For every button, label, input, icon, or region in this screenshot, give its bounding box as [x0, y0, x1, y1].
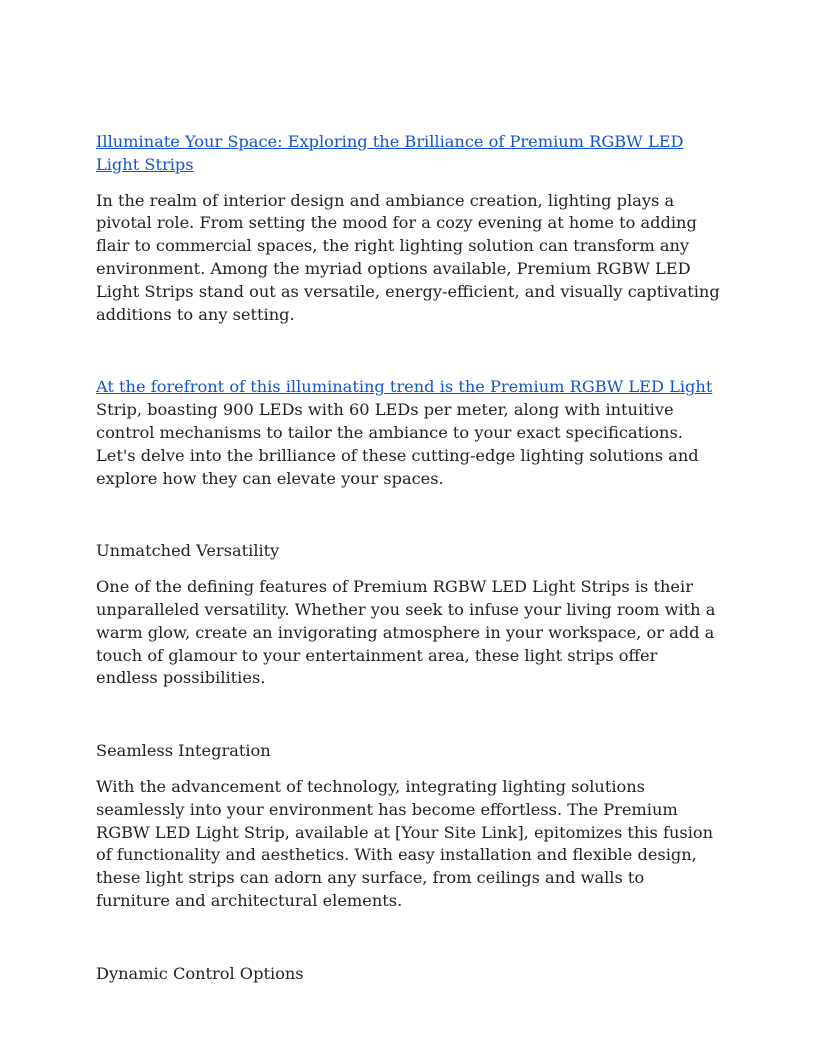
section-body-versatility: One of the defining features of Premium RGBW LED Light Strips is their unparalleled versatility. Whether you seek to infuse your living room with a warm glow, create an invigorating atmosphere in your workspace, or add a touch of glamour to your entertainment area, these light strips offer endless possibilities. [96, 577, 716, 688]
section-heading-control: Dynamic Control Options [96, 963, 304, 983]
forefront-paragraph-text: Strip, boasting 900 LEDs with 60 LEDs per meter, along with intuitive control mechanisms to tailor the ambiance to your exact specifications. Let's delve into the brilliance of these cutting-edge lighting solutions and explore how they can elevate your spaces. [96, 400, 699, 488]
spacer [96, 690, 722, 740]
intro-paragraph: In the realm of interior design and ambiance creation, lighting plays a pivotal role. From setting the mood for a cozy evening at home to adding flair to commercial spaces, the right lighting solution can transform any environment. Among the myriad options available, Premium RGBW LED Light Strips stand out as versatile, energy-efficient, and visually captivating additions to any setting. [96, 190, 720, 324]
spacer [96, 913, 722, 963]
article-title [96, 131, 722, 177]
spacer [96, 326, 722, 376]
section-body-integration: With the advancement of technology, integrating lighting solutions seamlessly into your environment has become effortless. The Premium RGBW LED Light Strip, available at [Your Site Link], epitomizes this fusion of functionality and aesthetics. With easy installation and flexible design, these light strips can adorn any surface, from ceilings and walls to furniture and architectural elements. [96, 776, 714, 910]
article-body [96, 131, 722, 999]
section-heading-versatility: Unmatched Versatility [96, 541, 280, 561]
article-title-link[interactable]: Illuminate Your Space: Exploring the Brilliance of Premium RGBW LED Light Strips [96, 132, 684, 174]
forefront-link[interactable]: At the forefront of this illuminating trend is the Premium RGBW LED Light [96, 377, 713, 397]
spacer [96, 490, 722, 540]
section-heading-integration: Seamless Integration [96, 741, 271, 761]
forefront-paragraph [96, 376, 722, 490]
